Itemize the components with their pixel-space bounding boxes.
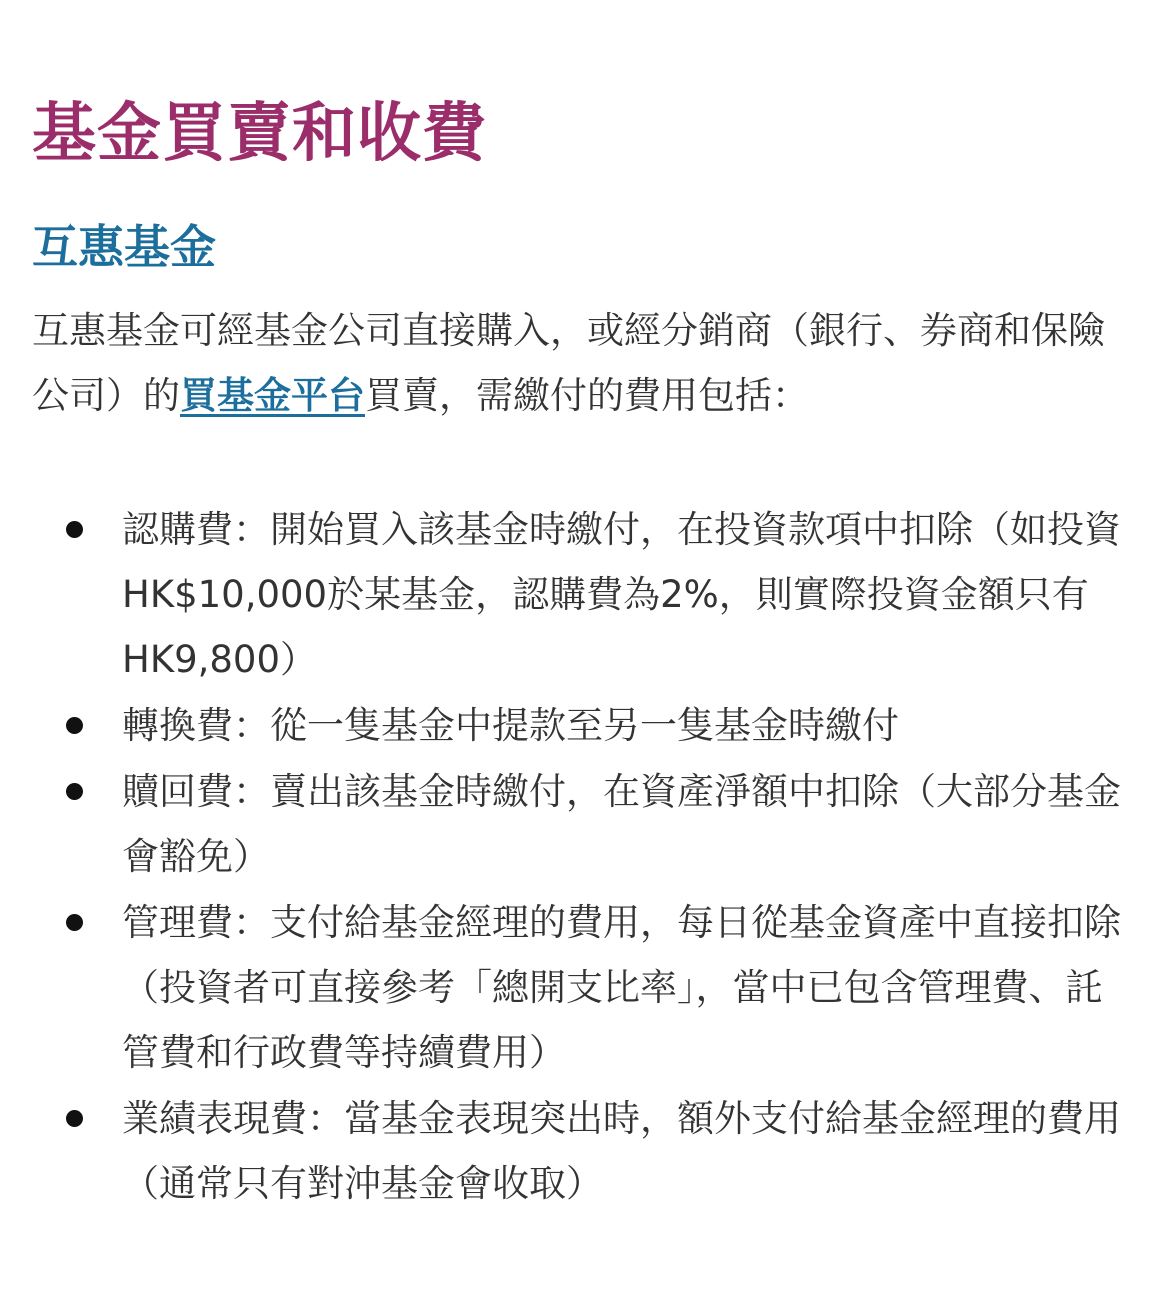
bullet-icon <box>66 1110 83 1127</box>
fund-platform-link[interactable]: 買基金平台 <box>180 374 365 417</box>
list-item-text: 贖回費：賣出該基金時繳付，在資產淨額中扣除（大部分基金會豁免） <box>122 770 1121 878</box>
list-item-text: 轉換費：從一隻基金中提款至另一隻基金時繳付 <box>122 704 899 747</box>
intro-paragraph <box>32 298 1122 428</box>
list-item <box>32 759 1122 889</box>
bullet-icon <box>66 914 83 931</box>
bullet-icon <box>66 521 83 538</box>
list-item <box>32 497 1122 692</box>
list-item-text: 認購費：開始買入該基金時繳付，在投資款項中扣除（如投資HK$10,000於某基金，認購費為2%，則實際投資金額只有HK9,800） <box>122 508 1121 681</box>
list-item <box>32 693 1122 758</box>
list-item-text: 業績表現費：當基金表現突出時，額外支付給基金經理的費用（通常只有對沖基金會收取） <box>122 1097 1121 1205</box>
bullet-icon <box>66 717 83 734</box>
list-item-text: 管理費：支付給基金經理的費用，每日從基金資產中直接扣除（投資者可直接參考「總開支比率」，當中已包含管理費、託管費和行政費等持續費用） <box>122 901 1121 1074</box>
intro-text-before-link: 互惠基金可經基金公司直接購入，或經分銷商（銀行、券商和保險公司）的 <box>32 309 1105 417</box>
bullet-icon <box>66 783 83 800</box>
fee-list <box>32 497 1122 1217</box>
section-title-mutual-funds: 互惠基金 <box>32 220 216 274</box>
list-item <box>32 890 1122 1085</box>
intro-text-after-link: 買賣，需繳付的費用包括： <box>365 374 809 417</box>
list-item <box>32 1086 1122 1216</box>
page-title: 基金買賣和收費 <box>32 97 487 171</box>
